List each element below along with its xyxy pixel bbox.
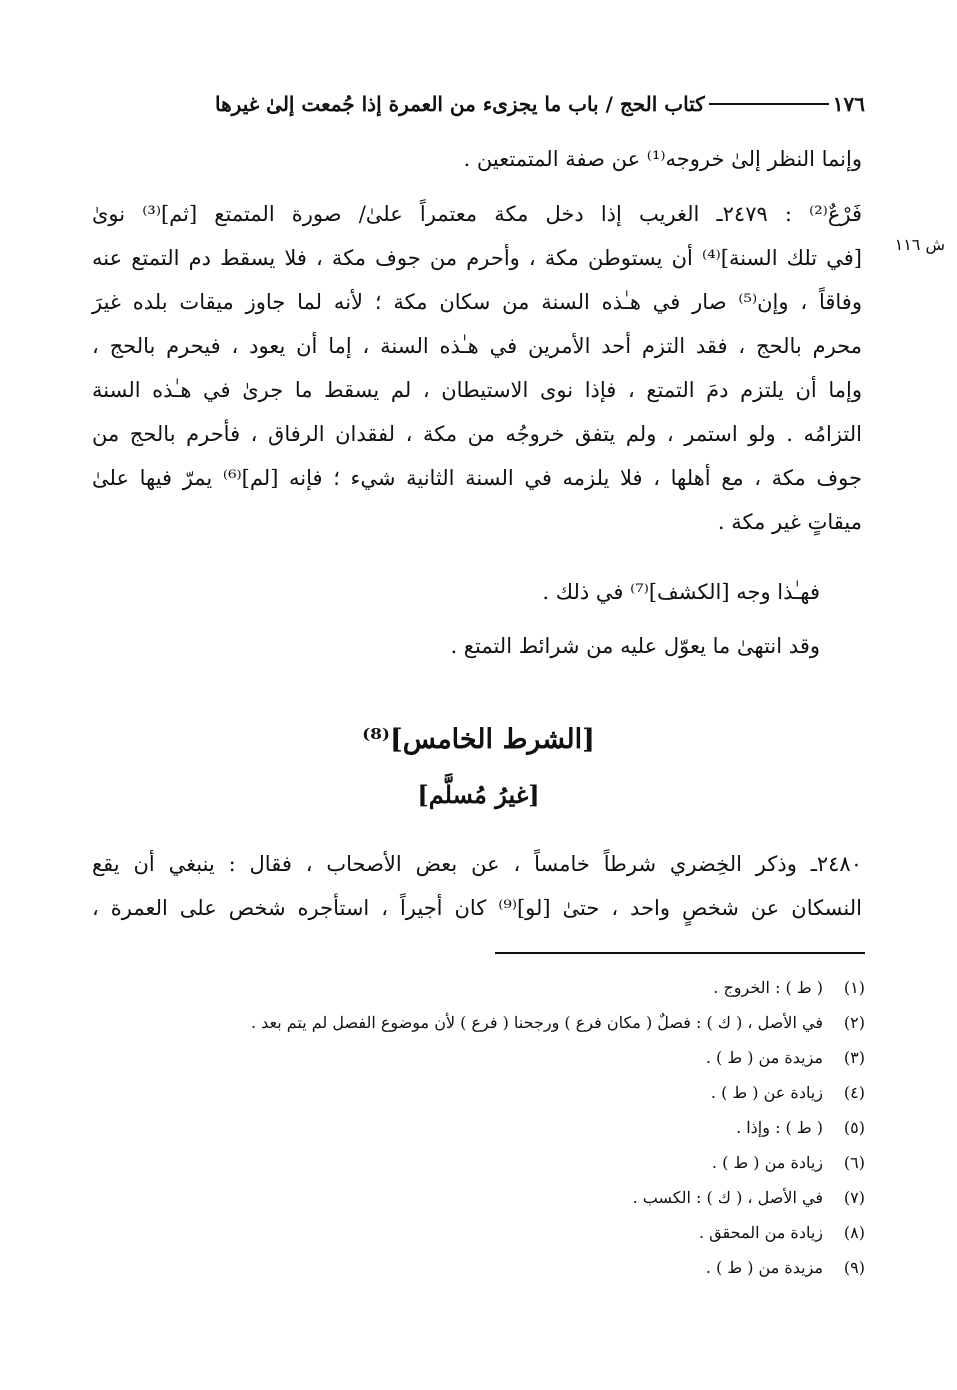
text-line: محرم بالحج ، فقد التزم أحد الأمرين في هـٰذه السنة ، إما أن يعود ، فيحرم بالحج ، (92, 334, 862, 358)
footnote-item (75, 1075, 865, 1110)
footnote-text: ( ط ) : وإذا . (736, 1118, 823, 1137)
footnote-item (75, 1110, 865, 1145)
footnote-text: مزيدة من ( ط ) . (705, 1048, 823, 1067)
text-line: ميقاتٍ غير مكة . (717, 510, 862, 534)
page-number: ١٧٦ (832, 92, 865, 116)
footnote-separator (495, 952, 865, 954)
text-line: وإما أن يلتزم دمَ التمتع ، فإذا نوى الاستيطان ، لم يسقط ما جرىٰ في هـٰذه السنة (92, 378, 862, 402)
footnote-number: (١) (843, 978, 865, 997)
footnote-text: زيادة عن ( ط ) . (710, 1083, 823, 1102)
section-heading: [الشرط الخامس]⁽⁸⁾ (362, 724, 595, 755)
footnote-number: (٧) (843, 1188, 865, 1207)
text-line: وفاقاً ، وإن⁽⁵⁾ صار في هـٰذه السنة من سكان مكة ؛ لأنه لما جاوز ميقات بلده غيرَ (92, 290, 862, 314)
footnote-text: في الأصل ، ( ك ) : الكسب . (632, 1188, 823, 1207)
footnote-text: في الأصل ، ( ك ) : فصلٌ ( مكان فرع ) ورجحنا ( فرع ) لأن موضوع الفصل لم يتم بعد . (250, 1013, 823, 1032)
footnote-text: ( ط ) : الخروج . (713, 978, 823, 997)
paragraph-2480 (92, 842, 862, 930)
running-header (90, 92, 865, 116)
footnote-number: (٦) (843, 1153, 865, 1172)
text-line: وقد انتهىٰ ما يعوّل عليه من شرائط التمتع . (450, 634, 820, 658)
text-line: التزامُه . ولو استمر ، ولم يتفق خروجُه من مكة ، لفقدان الرفاق ، فأحرم بالحج من (92, 422, 862, 446)
footnote-number: (٨) (843, 1223, 865, 1242)
text-line: النسكان عن شخصٍ واحد ، حتىٰ [لو]⁽⁹⁾ كان أجيراً ، استأجره شخص على العمرة ، (92, 896, 862, 920)
footnote-number: (٥) (843, 1118, 865, 1137)
margin-note: ش ١١٦ (894, 235, 945, 254)
footnote-item (75, 970, 865, 1005)
footnote-item (75, 1040, 865, 1075)
footnote-item (75, 1005, 865, 1040)
footnote-number: (٤) (843, 1083, 865, 1102)
running-title: كتاب الحج / باب ما يجزىء من العمرة إذا جُمعت إلىٰ غيرها (215, 92, 705, 116)
paragraph-far-2479 (92, 192, 862, 544)
text-line: ٢٤٨٠ـ وذكر الخِضري شرطاً خامساً ، عن بعض الأصحاب ، فقال : ينبغي أن يقع (92, 852, 862, 876)
footnote-item (75, 1215, 865, 1250)
text-line: فهـٰذا وجه [الكشف]⁽⁷⁾ في ذلك . (542, 580, 820, 604)
footnote-item (75, 1180, 865, 1215)
section-subheading: [غيرُ مُسلَّم] (417, 780, 540, 809)
footnote-number: (٣) (843, 1048, 865, 1067)
footnotes (75, 970, 865, 1285)
footnote-number: (٢) (843, 1013, 865, 1032)
paragraph-kashf (92, 570, 862, 614)
text-line: وإنما النظر إلىٰ خروجه⁽¹⁾ عن صفة المتمتعين . (463, 147, 862, 171)
footnote-item (75, 1145, 865, 1180)
footnote-text: زيادة من ( ط ) . (711, 1153, 823, 1172)
header-rule (709, 103, 829, 105)
text-line: [في تلك السنة]⁽⁴⁾ أن يستوطن مكة ، وأحرم من جوف مكة ، فلا يسقط دم التمتع عنه (92, 246, 863, 270)
footnote-item (75, 1250, 865, 1285)
footnote-text: مزيدة من ( ط ) . (705, 1258, 823, 1277)
text-line: فَرْعٌ⁽²⁾ : ٢٤٧٩ـ الغريب إذا دخل مكة معتمراً علىٰ/ صورة المتمتع [ثم]⁽³⁾ نوىٰ (92, 202, 862, 226)
paragraph-0 (92, 137, 862, 181)
footnote-number: (٩) (843, 1258, 865, 1277)
text-line: جوف مكة ، مع أهلها ، فلا يلزمه في السنة الثانية شيء ؛ فإنه [لم]⁽⁶⁾ يمرّ فيها علىٰ (92, 466, 862, 490)
paragraph-conclusion (92, 624, 862, 668)
footnote-text: زيادة من المحقق . (699, 1223, 823, 1242)
